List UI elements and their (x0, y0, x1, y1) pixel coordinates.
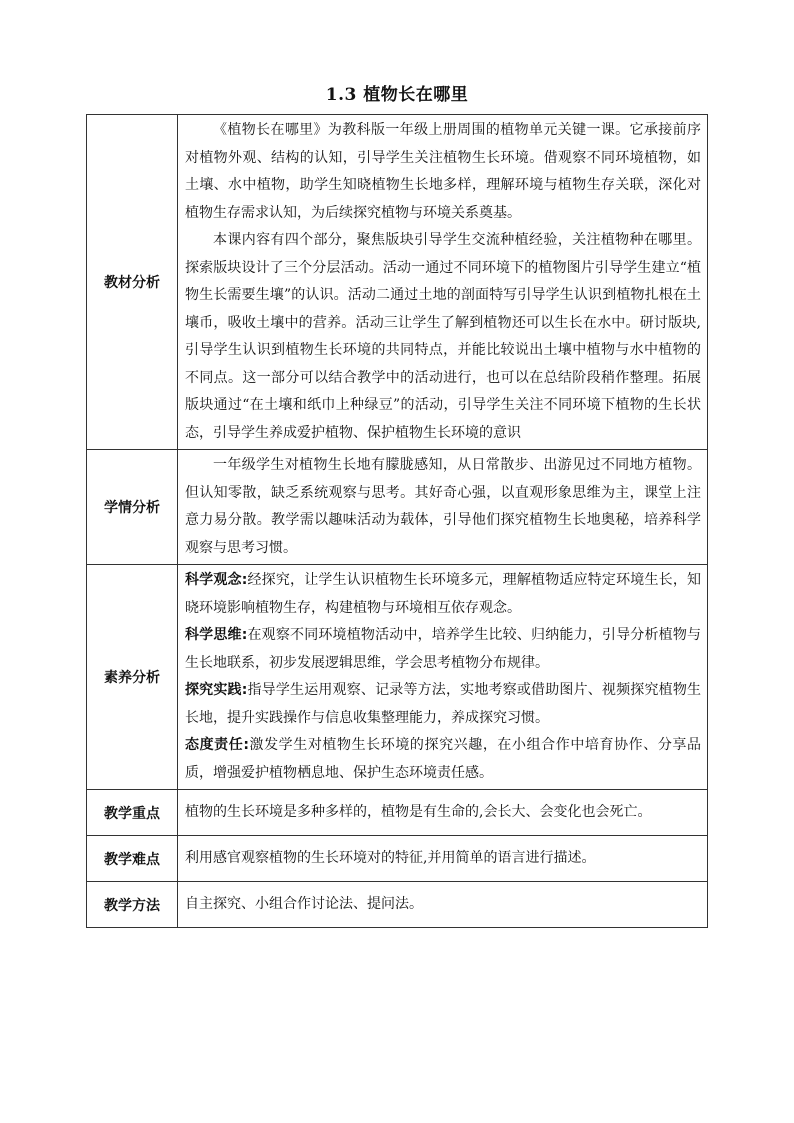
row-content-key-point: 植物的生长环境是多种多样的，植物是有生命的,会长大、会变化也会死亡。 (178, 790, 708, 836)
row-content-difficulty: 利用感官观察植物的生长环境对的特征,并用简单的语言进行描述。 (178, 836, 708, 882)
row-label-literacy: 素养分析 (87, 565, 178, 790)
literacy-item (185, 567, 701, 622)
literacy-text: 激发学生对植物生长环境的探究兴趣，在小组合作中培育协作、分享品质，增强爱护植物栖息地、保护生态环境责任感。 (185, 737, 701, 781)
literacy-item (185, 677, 701, 732)
literacy-term: 科学思维: (185, 627, 248, 643)
literacy-item (185, 622, 701, 677)
literacy-text: 经探究，让学生认识植物生长环境多元，理解植物适应特定环境生长，知晓环境影响植物生存，构建植物与环境相互依存观念。 (185, 572, 701, 616)
table-row-material (87, 115, 708, 450)
row-label-material: 教材分析 (87, 115, 178, 450)
row-content-literacy (178, 565, 708, 790)
table-row-key-point (87, 790, 708, 836)
literacy-term: 探究实践: (185, 682, 248, 698)
table-row-literacy (87, 565, 708, 790)
literacy-term: 态度责任: (185, 737, 249, 753)
literacy-item (185, 732, 701, 787)
row-content-method: 自主探究、小组合作讨论法、提问法。 (178, 882, 708, 928)
learner-paragraph: 一年级学生对植物生长地有朦胧感知，从日常散步、出游见过不同地方植物。但认知零散，缺乏系统观察与思考。其好奇心强，以直观形象思维为主，课堂上注意力易分散。教学需以趣味活动为载体，引导他们探究植物生长地奥秘，培养科学观察与思考习惯。 (185, 457, 701, 556)
row-content-learner (178, 450, 708, 565)
literacy-text: 在观察不同环境植物活动中，培养学生比较、归纳能力，引导分析植物与生长地联系，初步发展逻辑思维，学会思考植物分布规律。 (185, 627, 701, 671)
row-label-difficulty: 教学难点 (87, 836, 178, 882)
material-paragraph-1: 《植物长在哪里》为教科版一年级上册周围的植物单元关键一课。它承接前序对植物外观、结构的认知，引导学生关注植物生长环境。借观察不同环境植物，如土壤、水中植物，助学生知晓植物生长地多样，理解环境与植物生存关联，深化对植物生存需求认知，为后续探究植物与环境关系奠基。 (185, 122, 701, 221)
page-title: 1.3 植物长在哪里 (325, 85, 469, 105)
table-row-learner (87, 450, 708, 565)
literacy-text: 指导学生运用观察、记录等方法，实地考察或借助图片、视频探究植物生长地，提升实践操作与信息收集整理能力，养成探究习惯。 (185, 682, 701, 726)
row-label-method: 教学方法 (87, 882, 178, 928)
table-row-difficulty (87, 836, 708, 882)
row-label-learner: 学情分析 (87, 450, 178, 565)
row-content-material (178, 115, 708, 450)
lesson-plan-table (86, 114, 708, 928)
table-row-method (87, 882, 708, 928)
material-paragraph-2: 本课内容有四个部分，聚焦版块引导学生交流种植经验，关注植物种在哪里。探索版块设计了三个分层活动。活动一通过不同环境下的植物图片引导学生建立“植物生长需要生壤”的认识。活动二通过土地的剖面特写引导学生认识到植物扎根在土壤币，吸收土壤中的营养。活动三让学生了解到植物还可以生长在水中。研讨版块,引导学生认识到植物生长环境的共同特点，并能比较说出土壤中植物与水中植物的不同点。这一部分可以结合教学中的活动进行，也可以在总结阶段稍作整理。拓展版块通过“在土壤和纸巾上种绿豆”的活动，引导学生关注不同环境下植物的生长状态，引导学生养成爱护植物、保护植物生长环境的意识 (185, 232, 701, 441)
literacy-term: 科学观念: (185, 572, 248, 588)
row-label-key-point: 教学重点 (87, 790, 178, 836)
